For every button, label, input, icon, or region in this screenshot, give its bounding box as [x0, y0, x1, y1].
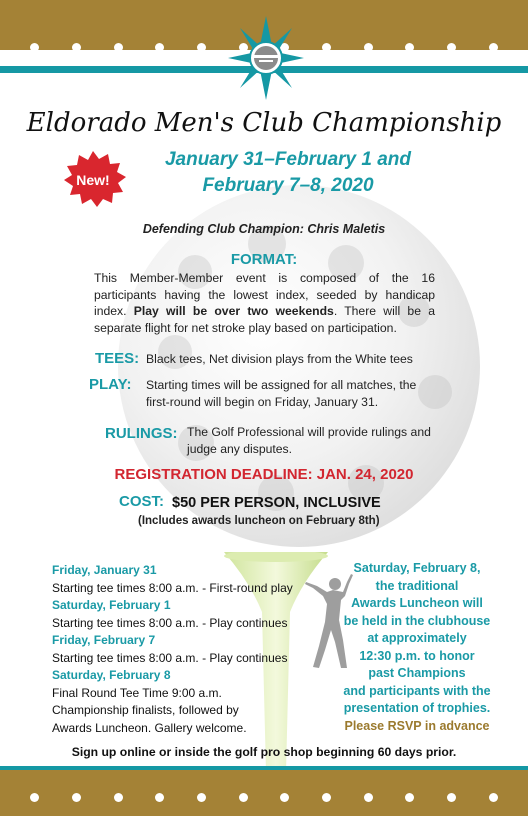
dot [155, 43, 164, 52]
dot [197, 793, 206, 802]
dot [447, 793, 456, 802]
luncheon-line: the traditional [375, 578, 459, 593]
dot [155, 793, 164, 802]
luncheon-line: at approximately [367, 631, 467, 645]
dot [114, 43, 123, 52]
format-text-1: This Member-Member event is composed of the 16 participants having the lowest index, seeded by handicap index. [94, 271, 435, 318]
rulings-text: The Golf Professional will provide rulings and judge any disputes. [187, 425, 431, 456]
dot [239, 793, 248, 802]
dot [364, 43, 373, 52]
page-title: Eldorado Men's Club Championship [26, 108, 502, 138]
cost-value: $50 PER PERSON, INCLUSIVE [172, 495, 381, 511]
schedule-day: Saturday, February 8 [52, 668, 171, 682]
schedule-list [52, 562, 322, 737]
registration-deadline: REGISTRATION DEADLINE: JAN. 24, 2020 [114, 466, 414, 483]
schedule-day: Saturday, February 1 [52, 598, 171, 612]
defending-champion: Defending Club Champion: Chris Maletis [142, 222, 386, 236]
luncheon-line: and participants with the [343, 683, 491, 698]
format-body [94, 270, 435, 336]
dates-line-1: January 31–February 1 and [164, 149, 412, 170]
rsvp-note: Please RSVP in advance [344, 718, 490, 733]
cost-note: (Includes awards luncheon on February 8th) [138, 515, 380, 527]
play-text: Starting times will be assigned for all matches, the first-round will begin on Friday, January 31. [146, 378, 417, 409]
luncheon-line: past Champions [368, 666, 466, 680]
dot [489, 793, 498, 802]
luncheon-line: Saturday, February 8, [353, 561, 481, 575]
dates-line-2: February 7–8, 2020 [202, 175, 374, 196]
cost-label: COST: [119, 493, 164, 510]
schedule-line: Championship finalists, followed by [52, 703, 239, 717]
schedule-line: Awards Luncheon. Gallery welcome. [52, 720, 247, 735]
dot [322, 793, 331, 802]
schedule-day: Friday, February 7 [52, 633, 156, 647]
dot [405, 43, 414, 52]
schedule-line: Final Round Tee Time 9:00 a.m. [52, 685, 222, 700]
format-heading: FORMAT: [230, 251, 298, 268]
dot [72, 793, 81, 802]
luncheon-line: Awards Luncheon will [351, 596, 483, 610]
schedule-line: Starting tee times 8:00 a.m. - First-round play [52, 580, 293, 595]
dot [447, 43, 456, 52]
dot [30, 43, 39, 52]
format-text-2: . There will be a separate flight for net stroke play based on participation. [94, 304, 435, 335]
dot [30, 793, 39, 802]
luncheon-line: presentation of trophies. [343, 701, 491, 715]
new-badge-label: New! [76, 172, 110, 188]
dot [197, 43, 206, 52]
dot [405, 793, 414, 802]
dot [489, 43, 498, 52]
play-label: PLAY: [89, 376, 132, 393]
format-text-bold: Play will be over two weekends [133, 304, 334, 318]
dot [364, 793, 373, 802]
rulings-label: RULINGS: [105, 425, 178, 442]
luncheon-info [332, 560, 502, 735]
sun-star-logo-icon [228, 14, 304, 100]
schedule-day: Friday, January 31 [52, 563, 157, 577]
schedule-line: Starting tee times 8:00 a.m. - Play continues [52, 615, 288, 630]
luncheon-line: 12:30 p.m. to honor [359, 648, 475, 663]
dot [280, 793, 289, 802]
luncheon-line: be held in the clubhouse [343, 613, 491, 628]
signup-note: Sign up online or inside the golf pro shop beginning 60 days prior. [71, 745, 457, 759]
event-dates [118, 147, 458, 199]
bottom-dot-row [0, 793, 528, 802]
tees-label: TEES: [95, 350, 140, 367]
dot [114, 793, 123, 802]
schedule-line: Starting tee times 8:00 a.m. - Play continues [52, 650, 288, 665]
dot [322, 43, 331, 52]
tees-text: Black tees, Net division plays from the White tees [146, 352, 413, 366]
dot [72, 43, 81, 52]
